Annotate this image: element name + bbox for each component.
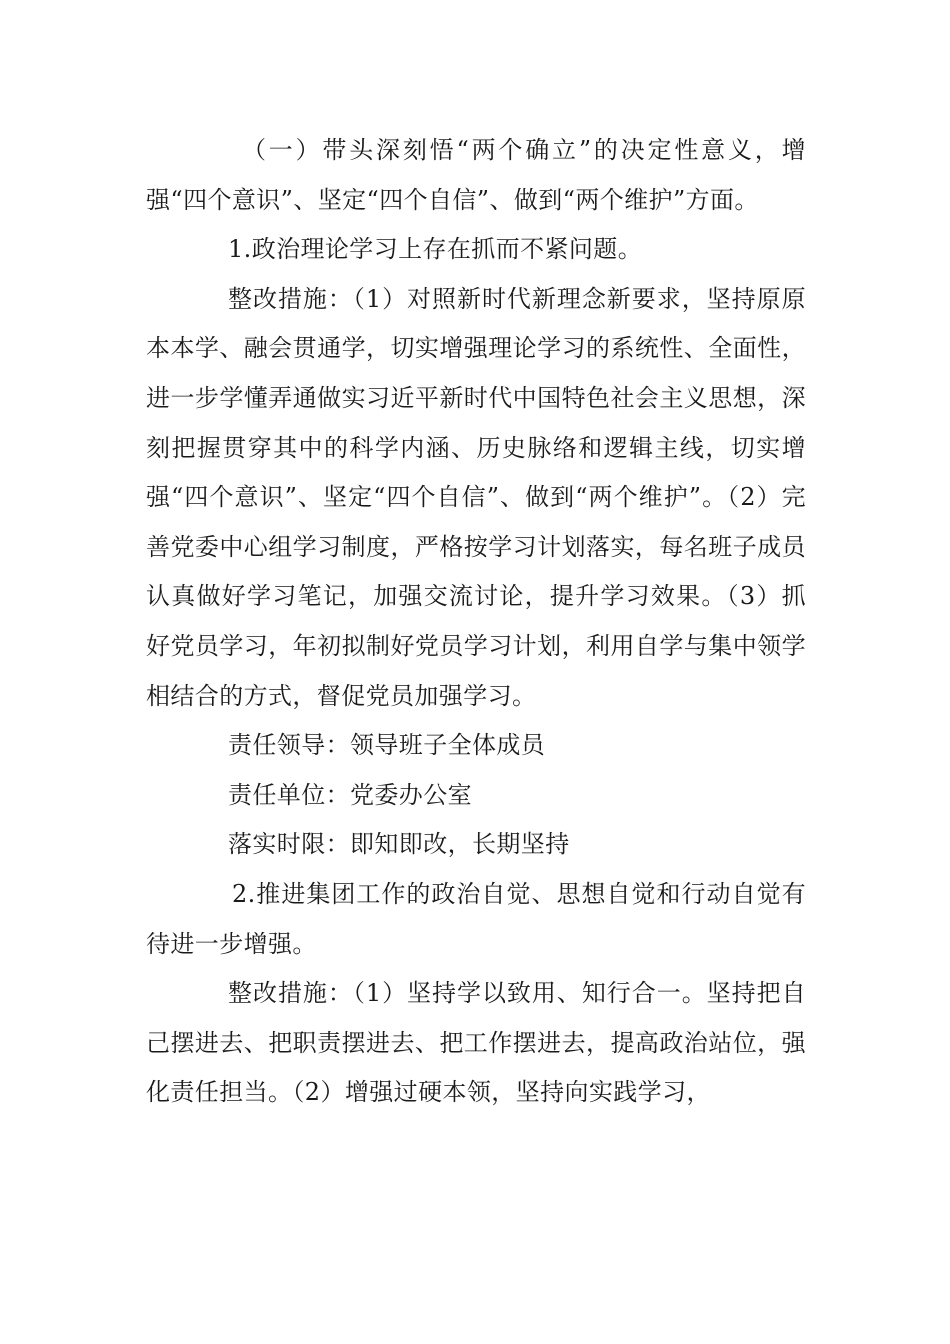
responsible-unit: 责任单位：党委办公室 — [228, 780, 472, 809]
section-heading: （一）带头深刻悟“两个确立”的决定性意义，增强“四个意识”、坚定“四个自信”、做到“两个维护”方面。 — [146, 136, 806, 214]
deadline: 落实时限：即知即改，长期坚持 — [228, 830, 570, 859]
responsible-leader: 责任领导：领导班子全体成员 — [228, 731, 546, 760]
rectification-measures-1: 整改措施：（1）对照新时代新理念新要求，坚持原原本本学、融会贯通学，切实增强理论学习的系统性、全面性，进一步学懂弄通做实习近平新时代中国特色社会主义思想，深刻把握贯穿其中的科学内涵、历史脉络和逻辑主线，切实增强“四个意识”、坚定“四个自信”、做到“两个维护”。（2）完善党委中心组学习制度，严格按学习计划落实，每名班子成员认真做好学习笔记，加强交流讨论，提升学习效果。（3）抓好党员学习，年初拟制好党员学习计划，利用自学与集中领学相结合的方式，督促党员加强学习。 — [146, 284, 806, 710]
issue-item-2: 2.推进集团工作的政治自觉、思想自觉和行动自觉有待进一步增强。 — [146, 879, 806, 958]
rectification-measures-2: 整改措施：（1）坚持学以致用、知行合一。坚持把自己摆进去、把职责摆进去、把工作摆进去，提高政治站位，强化责任担当。（2）增强过硬本领，坚持向实践学习， — [146, 979, 806, 1107]
document-body — [146, 126, 806, 1118]
issue-item-1: 1.政治理论学习上存在抓而不紧问题。 — [228, 235, 643, 264]
